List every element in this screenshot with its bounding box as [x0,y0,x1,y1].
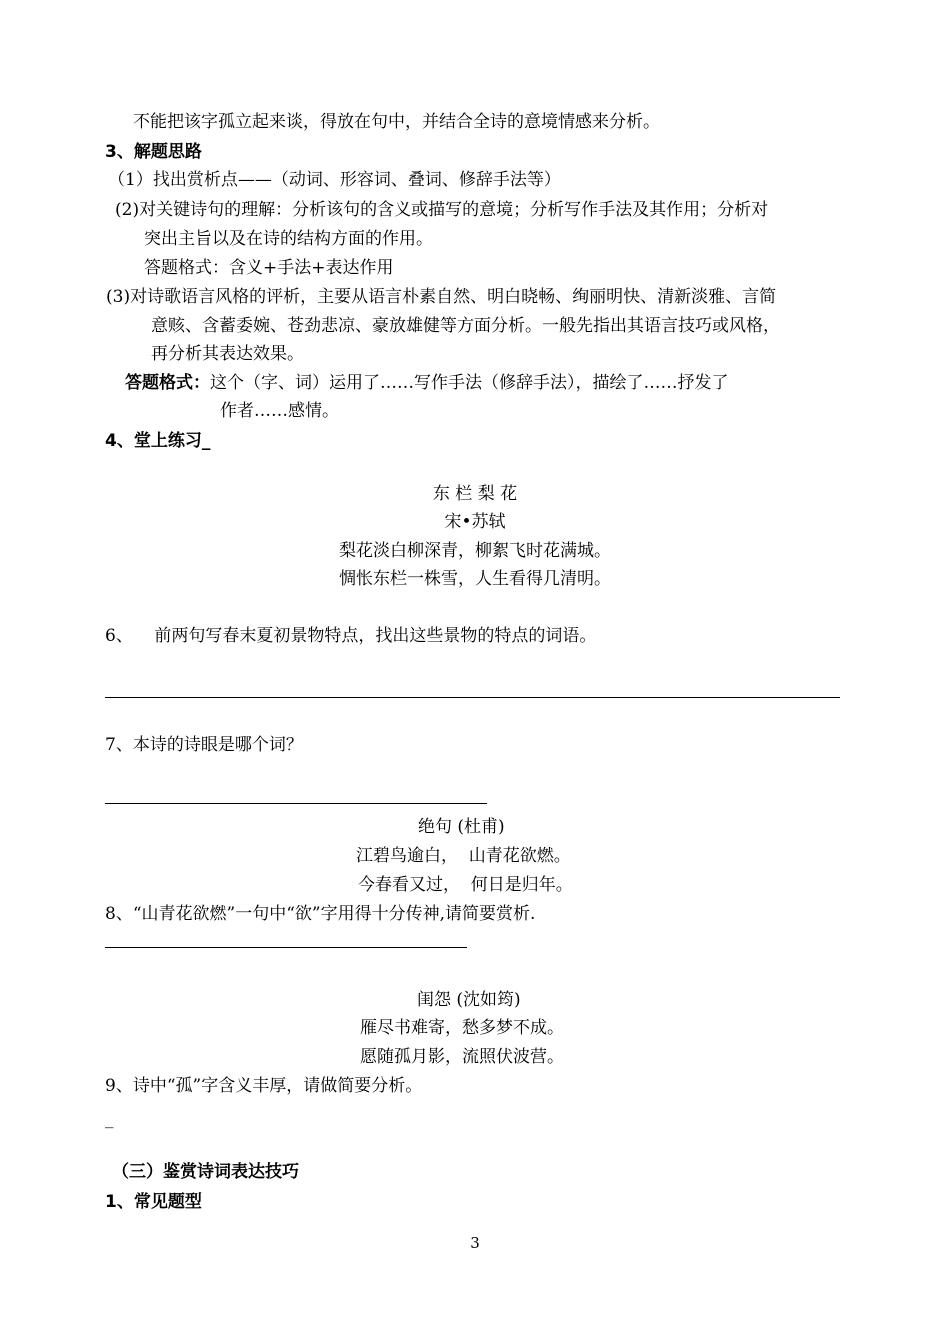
question-6: 6、 前两句写春末夏初景物特点，找出这些景物的特点的词语。 [105,626,597,646]
poem-2-line-1: 江碧鸟逾白， 山青花欲燃。 [356,846,571,866]
section-3-item-2-cont: 突出主旨以及在诗的结构方面的作用。 [144,229,433,249]
question-9: 9、诗中“孤”字含义丰厚，请做简要分析。 [105,1076,423,1096]
poem-2-title: 绝句 (杜甫) [418,817,505,837]
poem-2-line-2: 今春看又过， 何日是归年。 [358,875,573,895]
section-3-item-3-cont: 意赅、含蓄委婉、苍劲悲凉、豪放雄健等方面分析。一般先指出其语言技巧或风格， [151,316,780,336]
poem-1-title: 东 栏 梨 花 [432,484,518,504]
poem-1-line-2: 惆怅东栏一株雪，人生看得几清明。 [339,569,611,589]
answer-format-label: 答题格式： [125,373,210,393]
answer-line-7 [105,803,487,804]
poem-1-author: 宋•苏轼 [444,512,506,532]
answer-format-text: 这个（字、词）运用了……写作手法（修辞手法），描绘了……抒发了 [210,373,729,393]
page-number: 3 [470,1234,480,1252]
answer-line-8 [105,947,467,948]
section-3-item-3-cont: 再分析其表达效果。 [151,344,304,364]
answer-line-6 [105,697,840,698]
section-3-item-2-format: 答题格式：含义+手法+表达作用 [144,258,394,278]
section-3-item-2: (2)对关键诗句的理解：分析该句的含义或描写的意境；分析写作手法及其作用；分析对 [115,200,769,220]
poem-3-line-1: 雁尽书难寄，愁多梦不成。 [360,1018,564,1038]
question-7: 7、本诗的诗眼是哪个词？ [105,735,303,755]
answer-format [125,372,729,394]
part-3-subheading: 1、常见题型 [105,1192,202,1212]
answer-format-cont: 作者……感情。 [220,401,339,421]
intro-text: 不能把该字孤立起来谈，得放在句中，并结合全诗的意境情感来分析。 [133,112,660,132]
question-8: 8、“山青花欲燃”一句中“欲”字用得十分传神,请简要赏析. [105,904,536,924]
poem-1-line-1: 梨花淡白柳深青，柳絮飞时花满城。 [339,541,611,561]
answer-blank-9: _ [105,1109,114,1129]
poem-3-line-2: 愿随孤月影，流照伏波营。 [360,1047,564,1067]
section-3-heading: 3、解题思路 [105,142,202,162]
section-4-heading: 4、堂上练习_ [105,431,211,451]
poem-3-title: 闺怨 (沈如筠) [417,990,521,1010]
part-3-heading: （三）鉴赏诗词表达技巧 [112,1162,299,1182]
section-3-item-3: (3)对诗歌语言风格的评析，主要从语言朴素自然、明白晓畅、绚丽明快、清新淡雅、言简 [106,287,777,307]
section-3-item-1: （1）找出赏析点——（动词、形容词、叠词、修辞手法等） [108,170,561,190]
